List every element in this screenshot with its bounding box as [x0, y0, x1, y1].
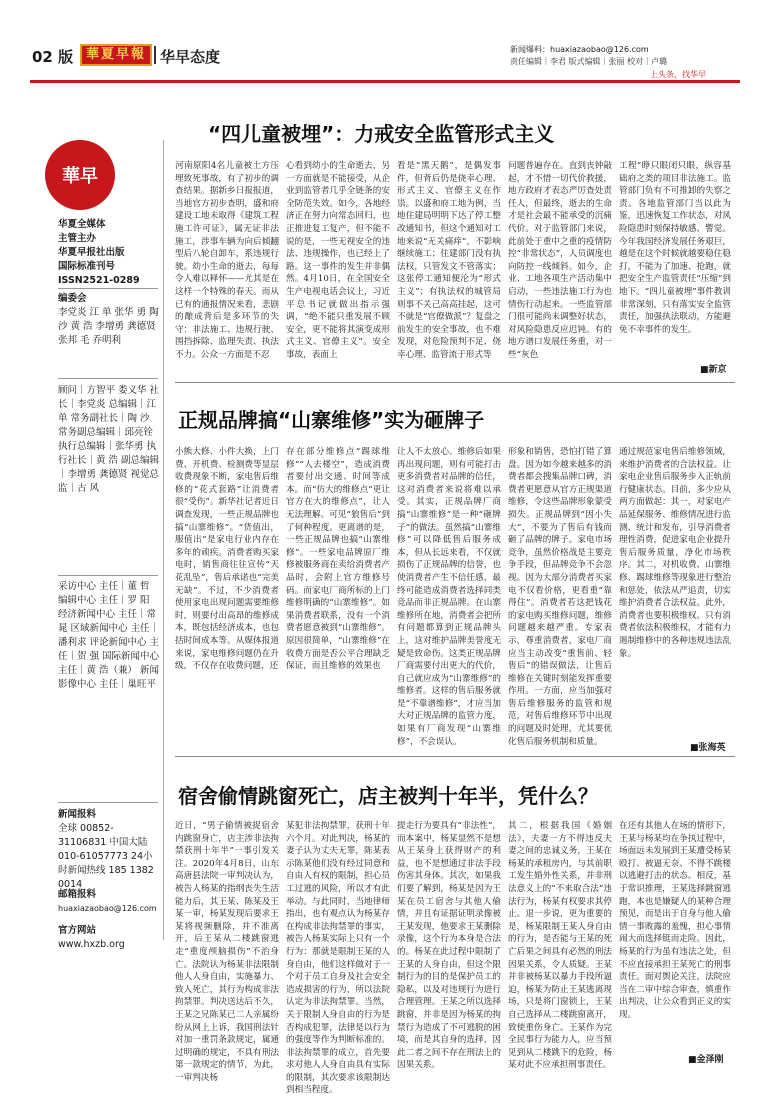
org-line: 华夏全媒体: [58, 219, 106, 230]
tips-contacts: 全球 00852-31106831 中国大陆 010-61057773 24小时新闻热线 185 1382 0014: [58, 823, 154, 890]
article-column: 某犯非法拘禁罪，获刑十年六个月。对此判决，杨某的妻子认为丈夫无罪，陈某表示陈某他们没有经过同意和自由人有权的限制，担心员工过逃的风险，所以才有此举动。与此同时，当地律师指出，也有观点认为杨某存在构成非法拘禁罪的事实，被告人杨某实际上只有一个行为：那就是限制王某的人身自由，他们这样做对于一个对于员工自身及社会安全造成损害的行为，所以法院认定为非法拘禁罪。当然，关于限制人身自由的行为是否构成犯罪，法律是以行为的强度等作为判断标准的。非法拘禁罪的成立，首先要求对他人人身自由具有实际的限制，其次要求该限制达到相当程度。: [286, 821, 390, 1096]
header-rule: [30, 80, 740, 83]
slogan: 上头条，找华早: [650, 70, 706, 79]
newspaper-logo: 華夏早報: [80, 44, 152, 66]
article-byline: ■金泽刚: [688, 1055, 724, 1065]
article-separator: [175, 756, 735, 757]
article-byline: ■张海英: [690, 743, 726, 753]
article-column: 形象和销售，恐怕打错了算盘。因为如今越来越多的消费者都会搜集品牌口碑，消费者更愿意从官方正规渠道维修，令这些品牌形象蒙受损失。正规品牌到“因小失大”，不要为了售后有钱而砸了品牌的牌子。家电市场竞争，虽然价格战是主要竞争手段，但品牌竞争不会忽视。因为大部分消费者买家电不仅看价格，更看重“靠得住”。消费者若这把钱花的家电购买维修问题，维修问题越来越严重。专家表示，尊重消费者，家电厂商应当主动改变“重售前、轻售后”的错误做法，让售后维修在关键时刻能发挥重要作用。一方面，应当加强对售后维修服务的监管和规范，对售后维修环节中出现的问题及时处理，尤其要优化售后服务机制和质量。: [508, 447, 612, 747]
article-column: 通过规范家电售后维修领域，来维护消费者的合法权益。让家电企业售后服务步入正轨前行健康状态。目前，多少应从两方面做起：其一，对家电产品延保服务、维修情况进行监测、统计和发布，引导消费者理性消费，促进家电企业提升售后服务质量，净化市场秩序。其二，对机收费、山寨维修、踢球维修等现象进行整治和惩处，依法从严追责，切实维护消费者合法权益。此外，消费者也要积极维权。只有消费者依法积极维权，才能有力遏制维修中的各种违规违法乱象。: [619, 447, 731, 659]
article-column: 小熊大修、小件大换，上门费、开机费、检测费等显层收费现象不断，家电售后维修的“花式套路”让消费者很“受伤”。新华社记者近日调查发现，一些正规品牌也搞“山寨维修”。“货值出，服值出”是家电行业内存在多年的顽疾。消费者购买家电时，销售商往往宣传“天花乱坠”，售后承诺也“完美无缺”。不过，不少消费者使用家电出现问题需要维修时，则要付出高昂的维修成本，既包括经济成本，也包括时间成本等。从媒体报道来说，家电维修问题仍在升级，不仅存在收费问题，还: [175, 447, 279, 672]
sidebar-divider: [58, 575, 158, 576]
mail-address[interactable]: huaxiazaobao@126.com: [58, 904, 157, 913]
website-title: 官方网站: [58, 925, 97, 936]
article-column: 存在部分维修点“踢球维修”“人去楼空”，造成消费者要付出交通、时间等成本。而“仿大的维修点”更让官方在大的维修点”，让人无法理解。可见“狼售后”到了何种程度。更离谱的是，一些正规品牌也搞“山寨维修”。一些家电品牌原厂维修被服务商在卖给消费者产品时，会附上官方维修号码。而家电厂商所标的上门维修明确的“山寨维修”。如果消费者联系，没有一个消费者愿意被到“山寨维修”。原因很简单，“山寨维修”在收费方面是否公平合理缺乏保证，而且维修的效果也: [286, 447, 390, 672]
article-column: 其二，根据我国《婚姻法》，夫妻一方不得违反夫妻之间的忠诚义务，王某在杨某的承租房内，与其前职工发生婚外性关系，并非刑法意义上的“不来取合法”违法行为，杨某有权要求其停止。退一步说，更为重要的是，杨某限制王某人身自由的行为，是否能与王某的死亡后果之间具有必然的刑法因果关系，令人质疑。王某并非被杨某以暴力手段所逼迫，杨某为防止王某逃离现场，只是将门窗锁上，王某自己选择从二楼跳窗离开，致使重伤身亡。王某作为完全民事行为能力人，应当预见到从二楼跳下的危险，杨某对此不应承担刑事责任。: [508, 821, 612, 1071]
article-column: 在还有其他人在场的情形下，王某与杨某均在争执过程中，场面远未发展到王某遭受杨某殴打、被逼无奈、不得不跳楼以逃避打击的状态。相反，基于常识推理，王某选择跳窗逃跑，本也是嫌疑人的某种合理预见，而是出于自身与他人偷情一事败露的羞愧，担心事情闹大而选择铤而走险。因此，杨某的行为虽有违法之处，但不应直接承担王某死亡的刑事责任。面对舆论关注，法院应当在二审中综合审查，慎重作出判决，让公众看到正义的实现。: [619, 821, 731, 1020]
editorial-board-names: 李党炎 江 单 张华 勇 陶 沙 黄 浩 李增勇 龚德贤 张邦 毛 乔明利: [58, 307, 159, 346]
article-separator: [175, 382, 735, 383]
mail-title: 邮箱报料: [58, 889, 97, 900]
article-headline: 正规品牌搞“山寨维修”实为砸牌子: [178, 408, 485, 432]
org-info: [58, 218, 160, 288]
news-hotline: 新闻爆料：huaxiazaobao@126.com: [510, 45, 649, 54]
staff-roles: 顾问｜方智平 娄义华 社长｜李党炎 总编辑｜江 单 常务副社长｜陶 沙 常务副总编辑｜邱亮铨 执行总编辑｜张华勇 执行社长｜黄 浩 副总编辑｜李增勇 龚德贤 视觉总监｜古 风: [58, 385, 160, 494]
org-line: 国际标准刊号: [58, 261, 116, 272]
article-column: 心看到幼小的生命逝去，另一方面就是不能接受，从企业到监管者几乎全链条的安全防范失效。如今，各地经济正在努力向常态回归，也正推进复工复产，但不能不说的是，一些无视安全的违法、违规操作，也已经上了路。这一事件的发生并非偶然。4月10日，在全国安全生产电视电话会议上，习近平总书记就做出指示强调，“绝不能只重发展不顾安全，更不能将其演变成形式主义、官僚主义”。安全事故，表面上: [286, 161, 390, 360]
sidebar-divider: [58, 802, 158, 803]
article-headline: “四儿童被埋”：力戒安全监管形式主义: [208, 122, 555, 146]
news-centers: 采访中心 主任｜董 哲 编辑中心 主任｜罗 阳 经济新闻中心 主任｜常 晁 区域新闻中心 主任｜潘利求 评论新闻中心 主任｜贺 强 国际新闻中心 主任｜黄 浩（兼） 新闻影像中心 主任｜巢旺平: [58, 581, 160, 690]
editorial-board-title: 编委会: [58, 293, 87, 304]
article-headline: 宿舍偷情跳窗死亡，店主被判十年半，凭什么？: [178, 784, 598, 808]
article-byline: ■新京: [700, 365, 727, 375]
sidebar-divider: [58, 288, 158, 289]
seal-logo: 華早: [45, 140, 115, 210]
page-number: 02 版: [32, 48, 74, 66]
article-column: 提走行为要具有“非法性”，而本案中，杨某显然不是想从王某身上获得财产的利益，也不是想通过非法手段伤害其身体。其次，如果我们要了解到，杨某是因为王某在员工宿舍与其他人偷情，并且有证据证明录像被王某发现，他要求王某删除录像，这个行为本身是合法的。杨某在此过程中限制了王某的人身自由，但这个限制行为的目的是保护员工的隐私，以及对违规行为进行合理管理。王某之所以选择跳窗，并非是因为杨某的拘禁行为造成了不可逃脱的困境，而是其自身的选择，因此二者之间不存在刑法上的因果关系。: [397, 821, 501, 1071]
article-column: 问题普遍存在。直到丧钟敲起，才不惜一切代价救援，地方政府才表态严厉查处责任人，但最终，逝去的生命才是社会最不能承受的沉痛代价。对于监管部门来说，此前处于重中之重的疫情防控“非常状态”，人员调度也向防控一线倾斜。如今，企业、工地各项生产活动集中启动，一些违法施工行为也情伤行动起来。一些监管部门很可能尚未调整好状态，对风险隐患反应迟钝。有的地方谱口发展任务重，对一些“灰色: [508, 161, 612, 360]
sidebar-divider: [58, 378, 158, 379]
article-column: 看是“黑天鹅”，是偶发事件，但背后仍是侥幸心理、形式主义、官僚主义在作祟。以盛和府工地为例，当地住建局明明下达了停工整改通知书，但这个通知对工地来说“无关痛痒”，不影响继续施工；住建部门没有执法权，只管发文不管落实；这张停工通知便沦为“形式主义”；有执法权的城管局则事不关己高高挂起，这可不就是“官僚做派”？复盘之前发生的安全事故，也不难发现，对危险预判不足、侥幸心理、监管流于形式等: [397, 161, 501, 360]
org-line: ISSN2521-0289: [58, 275, 140, 286]
page-editors: 责任编辑｜李君 版式编辑｜张丽 校对｜卢璐: [510, 57, 668, 66]
org-line: 主管主办: [58, 233, 97, 244]
tips-title: 新闻报料: [58, 809, 97, 820]
article-column: 河南原阳4名儿童被土方压埋致死事故，有了初步的调查结果。据新乡日报报道，当地官方初步查明，盛和府建设工地未取得《建筑工程施工许可证》，属无证非法施工，涉事车辆为向后倾翻型后八轮自卸车，系违规行驶。幼小生命的逝去，每每令人难以释怀——尤其是在这样一个特殊的春天。而从已有的通报情况来看，悲剧的酿成背后是多环节的失守：非法施工、违规行驶、围挡拆除、监理失责、执法不力。公众一方面是不忍: [175, 161, 279, 360]
section-divider: [154, 46, 156, 64]
article-column: 近日，“男子偷情被捉宿舍内跳窗身亡，店主涉非法拘禁获刑十年半”一事引发关注。2020年4月8日，山东高唐县法院一审判决认为，被告人杨某的指纲丧失生活能力后，其王某、陈某及王某一审，杨某发现后要求王某将视频删除，并不准离开，后王某从二楼跳窗逃走“重度颅脑损伤”不治身亡。法院认为杨某非法限制他人人身自由，实施暴力、致人死亡，其行为构成非法拘禁罪。判决送达后不久，王某之兄陈某已二人亲属纷纷从网上上诉，我国刑法针对加一重罚条款规定，属通过明确的规定，不具有刑法第一款规定的情节，为此，一审判决杨: [175, 821, 279, 1083]
article-column: 工程”睁只眼闭只眼，纵容基础府之类的项目非法施工。监管部门负有不可推卸的失察之责。各地监管部门当以此为鉴，迅速恢复工作状态，对风险隐患时刻保持敏感、警觉。今年我国经济发展任务艰巨，越是在这个时候就越要稳住稳打，不能为了加速、抢跑，就把安全生产监管责任“压缩”到地下。“四儿童被埋”事件教训非常深刻，只有落实安全监管责任，加强执法联动，方能避免不幸事件的发生。: [619, 161, 731, 335]
masthead: [0, 0, 766, 92]
section-title: 华早态度: [160, 48, 221, 66]
article-column: 让人不太放心。维修后如果再出现问题，则有可能打击更多消费者对品牌的信任，这对消费者来说将难以承受。其实，正规品牌厂商搞“山寨维修”是一种“砸牌子”的做法。虽然搞“山寨维修”可以降低售后服务成本，但从长远来看，不仅就损伤了正规品牌的信誉，也使消费者产生不信任感，最终可能造成消费者选择同类竞品而非正规品牌。在山寨维修所在地，消费者会把所有问题都算到正规品牌头上，这对维护品牌美誉度无疑是致命伤。这类正规品牌厂商需要付出更大的代价，自己就应成为“山寨维修”的维修者。这样的售后服务就是“不靠谱维修”，才应当加大对正规品牌的监管力度，如果有厂商发现“山寨维修”，不会误认。: [397, 447, 501, 747]
website-url[interactable]: www.hxzb.org: [58, 939, 125, 950]
org-line: 华夏早报社出版: [58, 247, 125, 258]
sidebar-separator: [163, 140, 164, 940]
